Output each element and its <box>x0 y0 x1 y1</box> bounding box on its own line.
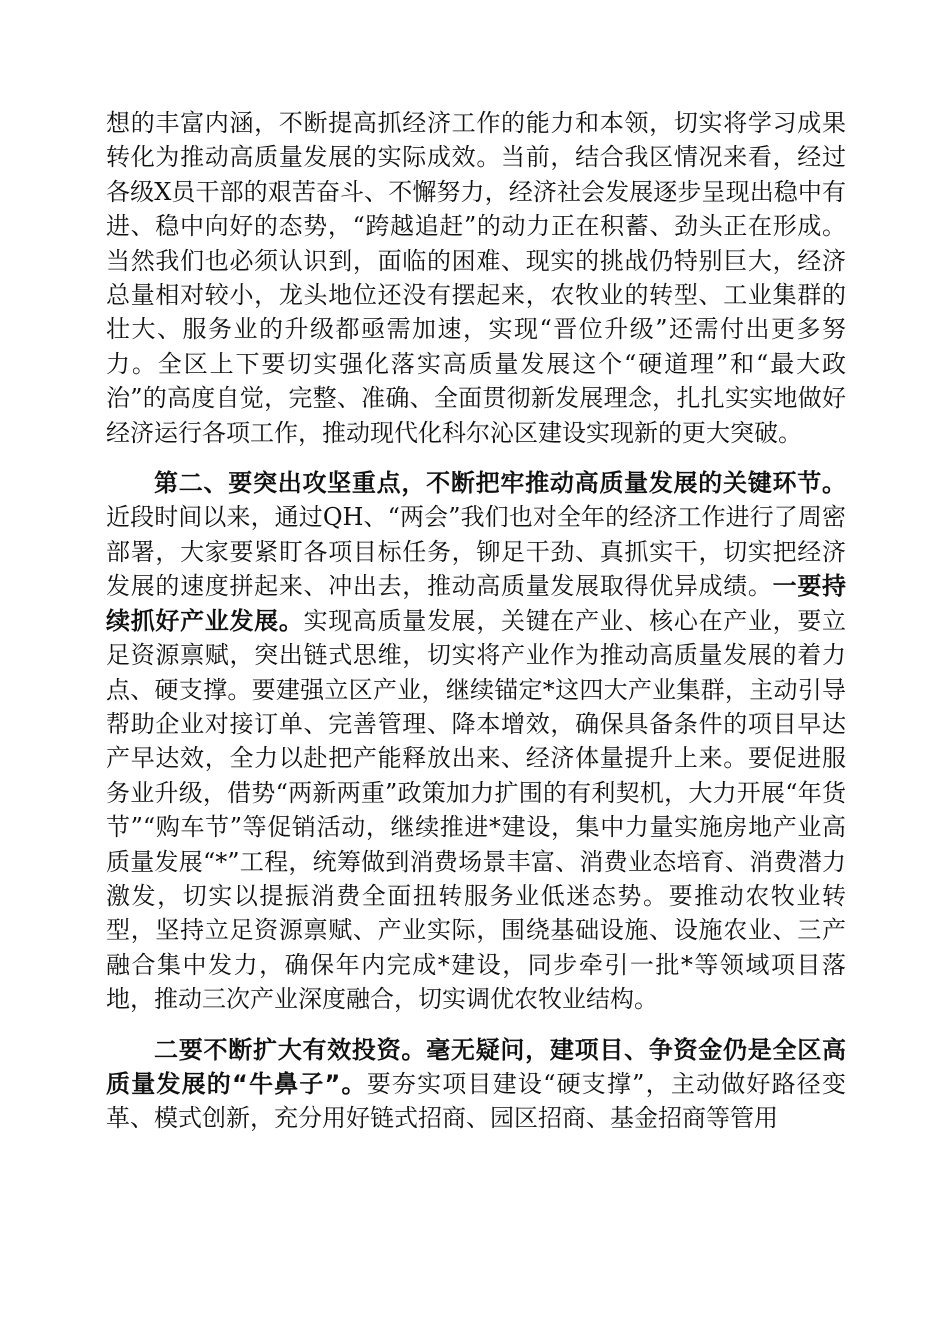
subheading-investment: 二要不断扩大有效投资。毫无疑问，建项目、争资金仍是全区高质量发展的“牛鼻子”。 <box>106 1035 846 1098</box>
paragraph-2 <box>106 466 846 1017</box>
paragraph-3-text: 要夯实项目建设“硬支撑”，主动做好路径变革、模式创新，充分用好链式招商、园区招商、基金招商等管用 <box>106 1069 846 1133</box>
paragraph-3 <box>106 1033 846 1136</box>
section-heading-two: 第二、要突出攻坚重点，不断把牢推动高质量发展的关键环节。 <box>154 469 846 498</box>
paragraph-2-text-b: 实现高质量发展，关键在产业、核心在产业，要立足资源禀赋，突出链式思维，切实将产业作为推动高质量发展的着力点、硬支撑。要建强立区产业，继续锚定*这四大产业集群，主动引导帮助企业对接订单、完善管理、降本增效，确保具备条件的项目早达产早达效，全力以赴把产能释放出来、经济体量提升上来。要促进服务业升级，借势“两新两重”政策加力扩围的有利契机，大力开展“年货节”“购车节”等促销活动，继续推进*建设，集中力量实施房地产业高质量发展“*”工程，统筹做到消费场景丰富、消费业态培育、消费潜力激发，切实以提振消费全面扭转服务业低迷态势。要推动农牧业转型，坚持立足资源禀赋、产业实际，围绕基础设施、设施农业、三产融合集中发力，确保年内完成*建设，同步牵引一批*等领域项目落地，推动三次产业深度融合，切实调优农牧业结构。 <box>106 606 847 1014</box>
document-body <box>106 106 846 1152</box>
paragraph-1-text: 想的丰富内涵，不断提高抓经济工作的能力和本领，切实将学习成果转化为推动高质量发展的实际成效。当前，结合我区情况来看，经过各级X员干部的艰苦奋斗、不懈努力，经济社会发展逐步呈现出稳中有进、稳中向好的态势，“跨越追赶”的动力正在积蓄、劲头正在形成。当然我们也必须认识到，面临的困难、现实的挑战仍特别巨大，经济总量相对较小，龙头地位还没有摆起来，农牧业的转型、工业集群的壮大、服务业的升级都亟需加速，实现“晋位升级”还需付出更多努力。全区上下要切实强化落实高质量发展这个“硬道理”和“最大政治”的高度自觉，完整、准确、全面贯彻新发展理念，扎扎实实地做好经济运行各项工作，推动现代化科尔沁区建设实现新的更大突破。 <box>106 109 846 447</box>
paragraph-2-text-a: 近段时间以来，通过QH、“两会”我们也对全年的经济工作进行了周密部署，大家要紧盯各项目标任务，铆足干劲、真抓实干，切实把经济发展的速度拼起来、冲出去，推动高质量发展取得优异成绩。 <box>106 503 846 601</box>
subheading-industry: 一要持续抓好产业发展。 <box>106 572 847 635</box>
paragraph-1 <box>106 106 846 450</box>
